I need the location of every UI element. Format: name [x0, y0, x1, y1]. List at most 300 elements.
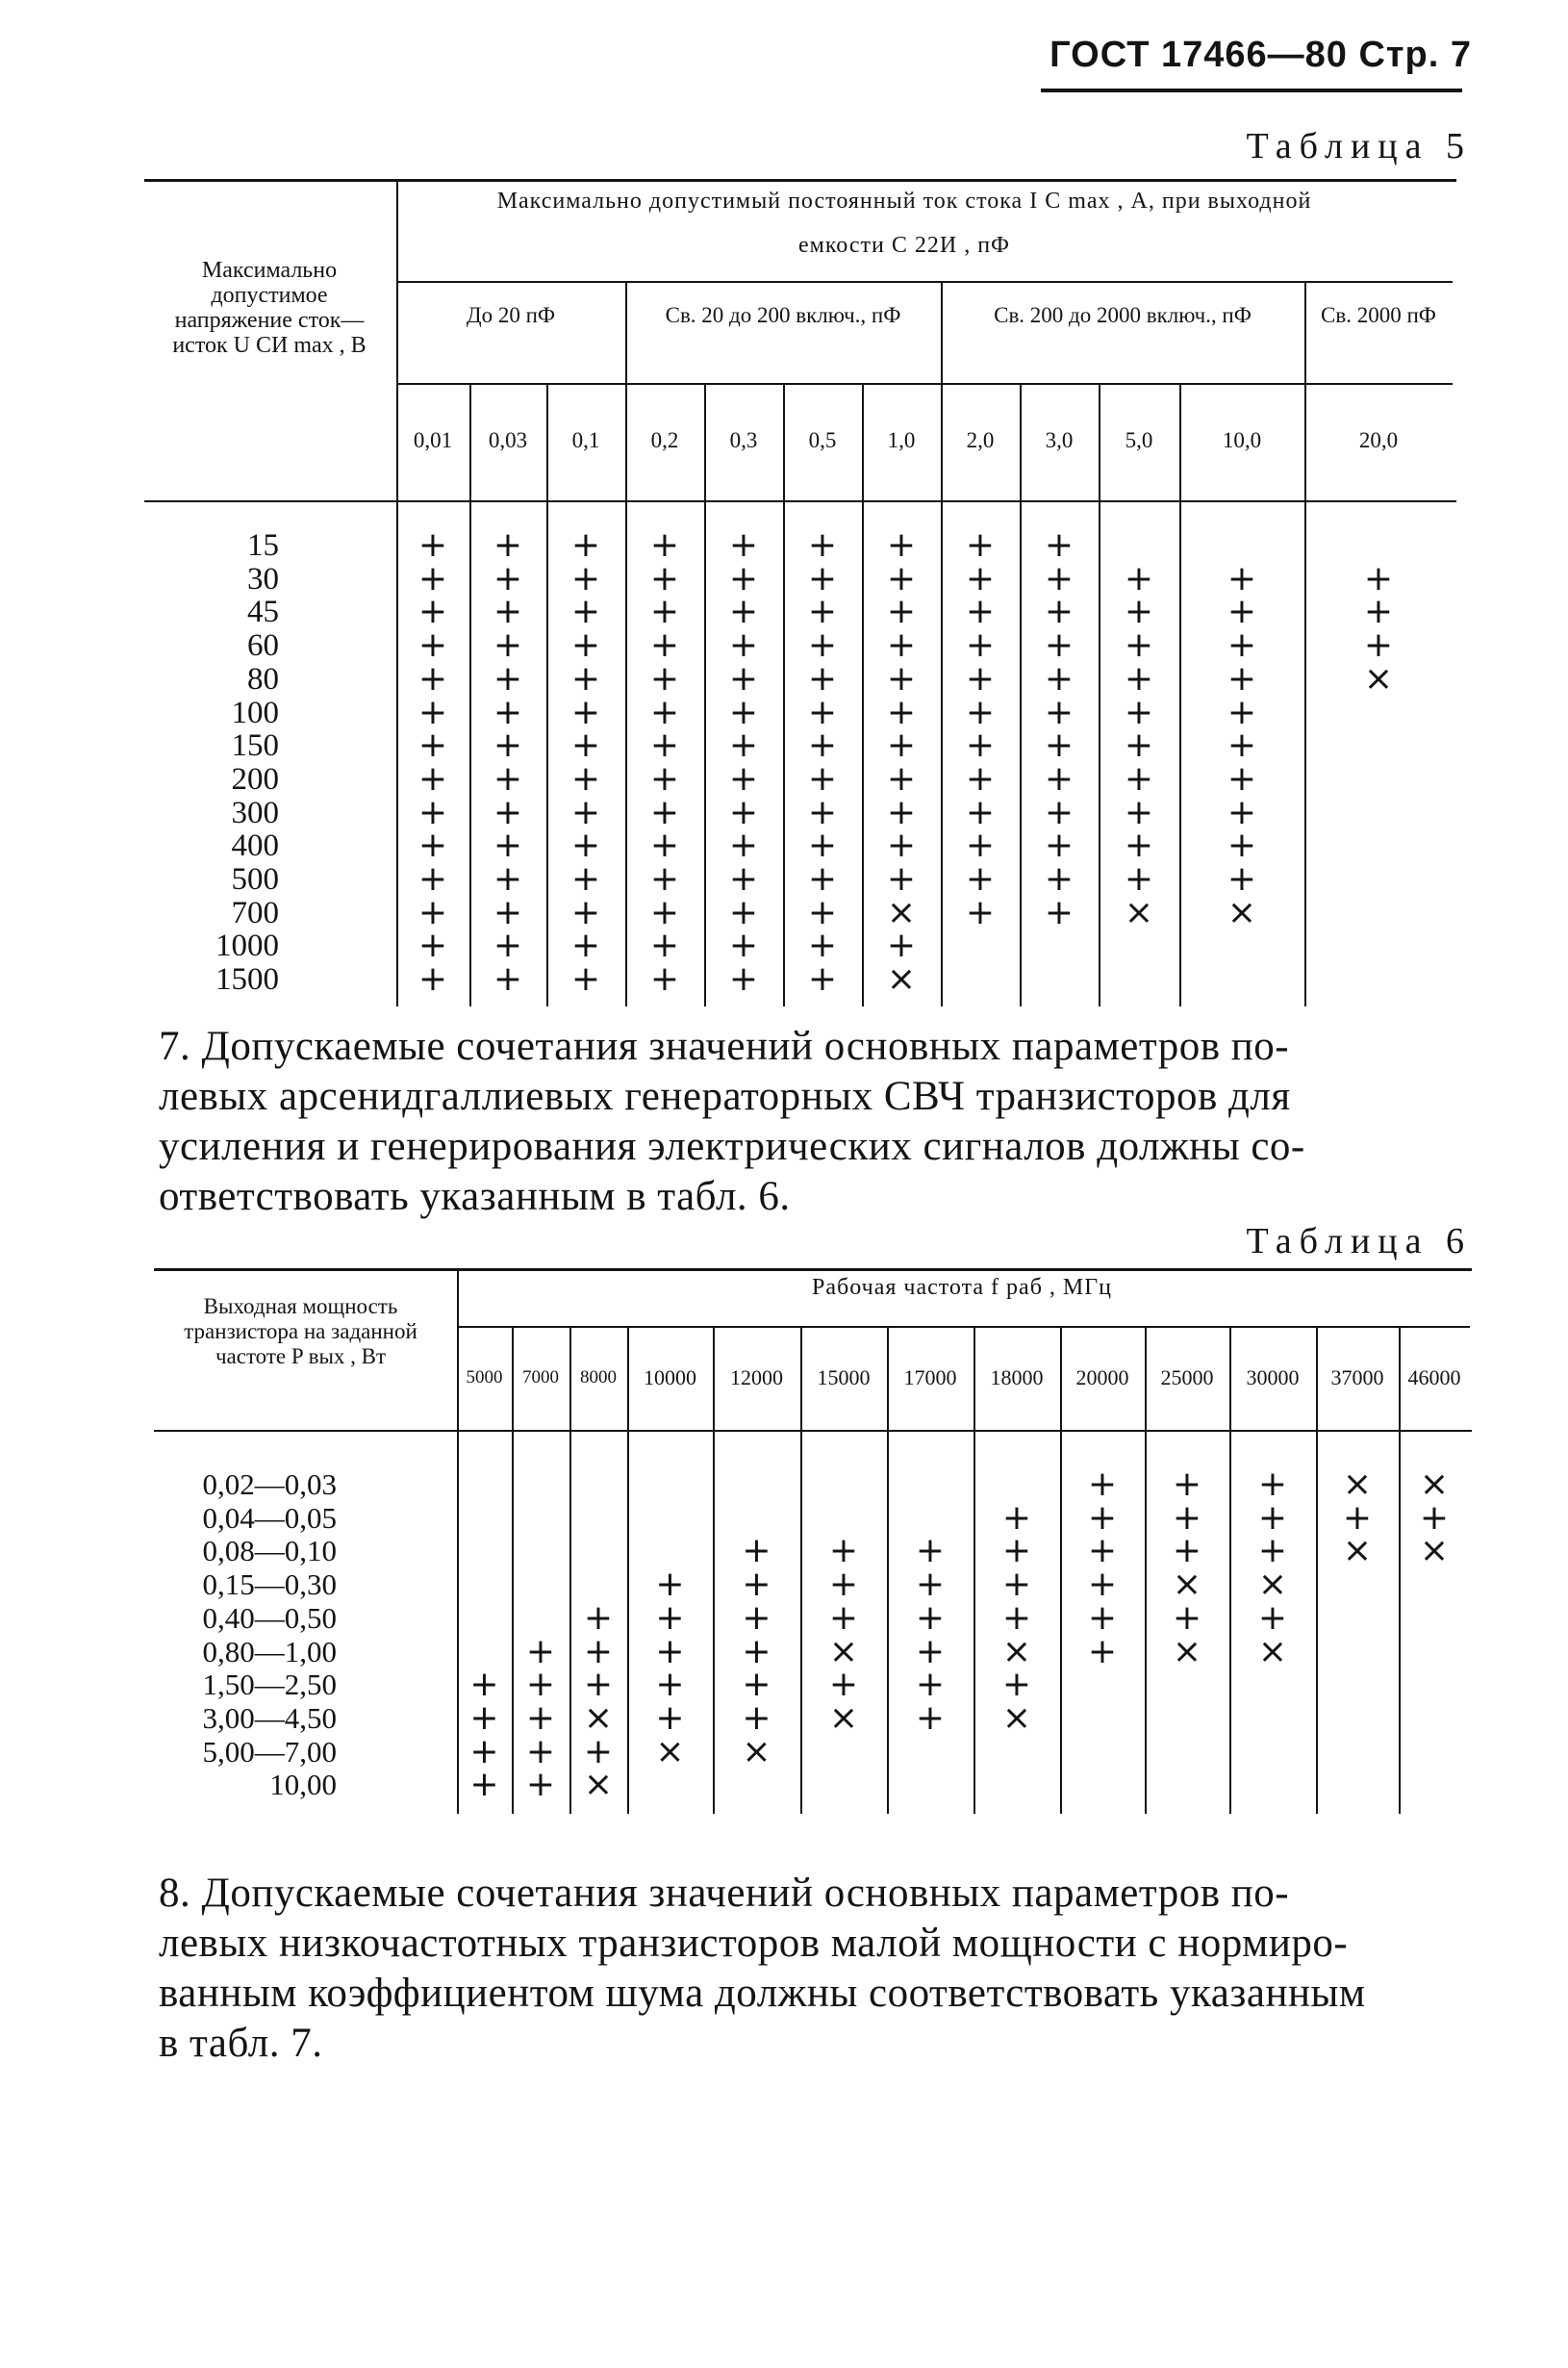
table6-column-header: 46000 [1407, 1365, 1461, 1389]
paragraph-7 [159, 1022, 1472, 1222]
plus-mark: + [1001, 1497, 1032, 1538]
plus-mark: + [742, 1631, 771, 1671]
table6-row-label: 1,50—2,50 [202, 1668, 337, 1702]
plus-mark: + [417, 625, 448, 666]
plus-mark: + [469, 1665, 499, 1705]
plus-mark: + [1044, 658, 1075, 699]
plus-mark: + [965, 558, 996, 598]
plus-mark: + [655, 1565, 685, 1605]
plus-mark: + [1124, 558, 1154, 598]
plus-mark: + [649, 758, 680, 799]
plus-mark: + [886, 926, 917, 966]
table5-row-label: 400 [231, 828, 279, 864]
plus-mark: + [807, 726, 838, 766]
table6-column-header: 12000 [730, 1365, 783, 1389]
table5-stub-header: Максимально допустимое напряжение сток—исток U СИ max , В [172, 258, 367, 358]
cross-mark: × [1227, 892, 1257, 932]
plus-mark: + [965, 625, 996, 666]
table5-column-header: 0,01 [413, 428, 453, 452]
table6-rule [627, 1326, 629, 1814]
table6-column-header: 17000 [903, 1365, 957, 1389]
plus-mark: + [1044, 792, 1075, 832]
plus-mark: + [1087, 1565, 1118, 1605]
plus-mark: + [807, 792, 838, 832]
plus-mark: + [807, 692, 838, 732]
plus-mark: + [1044, 692, 1075, 732]
plus-mark: + [493, 625, 523, 666]
plus-mark: + [965, 758, 996, 799]
cross-mark: × [1342, 1464, 1373, 1504]
plus-mark: + [469, 1697, 499, 1738]
plus-mark: + [1087, 1464, 1118, 1504]
plus-mark: + [417, 525, 448, 565]
table5-column-header: 0,03 [488, 428, 528, 452]
plus-mark: + [417, 658, 448, 699]
plus-mark: + [649, 692, 680, 732]
paragraph-line: 7. Допускаемые сочетания значений основных параметров по- [159, 1024, 1290, 1069]
plus-mark: + [417, 692, 448, 732]
plus-mark: + [915, 1597, 946, 1638]
plus-mark: + [570, 859, 601, 899]
table6-row-label: 0,04—0,05 [202, 1500, 337, 1535]
cross-mark: × [583, 1765, 614, 1805]
plus-mark: + [742, 1597, 771, 1638]
plus-mark: + [886, 826, 917, 866]
plus-mark: + [1227, 658, 1257, 699]
plus-mark: + [828, 1565, 859, 1605]
plus-mark: + [1044, 859, 1075, 899]
table5-column-header: 0,1 [571, 428, 600, 452]
table6-rule [1145, 1326, 1147, 1814]
paragraph-line: левых низкочастотных транзисторов малой мощности с нормиро- [159, 1921, 1349, 1966]
paragraph-line: в табл. 7. [159, 2021, 323, 2066]
plus-mark: + [1044, 758, 1075, 799]
plus-mark: + [915, 1631, 946, 1671]
plus-mark: + [570, 592, 601, 632]
paragraph-8 [159, 1869, 1472, 2069]
plus-mark: + [525, 1731, 556, 1771]
plus-mark: + [807, 525, 838, 565]
plus-mark: + [1044, 892, 1075, 932]
table6-column-header: 25000 [1160, 1365, 1214, 1389]
plus-mark: + [1001, 1531, 1032, 1571]
plus-mark: + [728, 926, 759, 966]
plus-mark: + [807, 558, 838, 598]
table5-row-label: 30 [247, 561, 279, 597]
plus-mark: + [649, 892, 680, 932]
plus-mark: + [965, 525, 996, 565]
table5-row-label: 150 [231, 728, 279, 764]
plus-mark: + [570, 525, 601, 565]
plus-mark: + [1087, 1531, 1118, 1571]
plus-mark: + [1227, 758, 1257, 799]
plus-mark: + [965, 859, 996, 899]
plus-mark: + [570, 792, 601, 832]
plus-mark: + [742, 1531, 771, 1571]
table5-column-header: 0,5 [808, 428, 837, 452]
paragraph-line: ванным коэффициентом шума должны соответствовать указанным [159, 1971, 1366, 2016]
table6-row-label: 0,40—0,50 [202, 1600, 337, 1635]
plus-mark: + [728, 525, 759, 565]
table6-row-label: 10,00 [269, 1768, 337, 1802]
table5-group-label: Св. 2000 пФ [1321, 303, 1436, 327]
plus-mark: + [728, 625, 759, 666]
plus-mark: + [655, 1697, 685, 1738]
plus-mark: + [1227, 726, 1257, 766]
table5-column-header: 0,2 [650, 428, 679, 452]
table6-rule [887, 1326, 889, 1814]
plus-mark: + [1257, 1464, 1288, 1504]
plus-mark: + [965, 692, 996, 732]
table5-rule [546, 383, 548, 1006]
plus-mark: + [965, 658, 996, 699]
table6-column-header: 15000 [817, 1365, 871, 1389]
plus-mark: + [1363, 592, 1394, 632]
plus-mark: + [493, 525, 523, 565]
plus-mark: + [570, 558, 601, 598]
plus-mark: + [1124, 726, 1154, 766]
table5-row-label: 700 [231, 895, 279, 930]
plus-mark: + [525, 1697, 556, 1738]
table6-column-header: 30000 [1246, 1365, 1300, 1389]
table5-row-label: 200 [231, 761, 279, 797]
plus-mark: + [1001, 1565, 1032, 1605]
plus-mark: + [807, 959, 838, 1000]
table5-row-label: 300 [231, 795, 279, 830]
table5-group-label: Св. 200 до 2000 включ., пФ [994, 303, 1252, 327]
table6-row-label: 3,00—4,50 [202, 1700, 337, 1735]
plus-mark: + [728, 859, 759, 899]
plus-mark: + [886, 792, 917, 832]
plus-mark: + [807, 592, 838, 632]
table5-rule [469, 383, 471, 1006]
plus-mark: + [649, 792, 680, 832]
plus-mark: + [886, 758, 917, 799]
plus-mark: + [965, 592, 996, 632]
cross-mark: × [1363, 658, 1394, 699]
plus-mark: + [649, 826, 680, 866]
plus-mark: + [728, 892, 759, 932]
plus-mark: + [649, 658, 680, 699]
table6-column-header: 20000 [1075, 1365, 1129, 1389]
plus-mark: + [493, 959, 523, 1000]
plus-mark: + [1227, 826, 1257, 866]
plus-mark: + [649, 592, 680, 632]
table5-group-label: Св. 20 до 200 включ., пФ [665, 303, 901, 327]
plus-mark: + [469, 1731, 499, 1771]
plus-mark: + [1001, 1665, 1032, 1705]
plus-mark: + [1227, 792, 1257, 832]
cross-mark: × [1001, 1631, 1032, 1671]
plus-mark: + [1172, 1464, 1202, 1504]
plus-mark: + [493, 792, 523, 832]
plus-mark: + [886, 625, 917, 666]
plus-mark: + [570, 826, 601, 866]
table5-rule [1020, 383, 1022, 1006]
plus-mark: + [915, 1531, 946, 1571]
table6-column-header: 8000 [580, 1367, 617, 1388]
plus-mark: + [417, 558, 448, 598]
plus-mark: + [886, 859, 917, 899]
paragraph-line: ответствовать указанным в табл. 6. [159, 1174, 791, 1219]
table5-rule [862, 383, 864, 1006]
plus-mark: + [1087, 1631, 1118, 1671]
table5-column-header: 20,0 [1358, 428, 1399, 452]
plus-mark: + [493, 926, 523, 966]
plus-mark: + [1257, 1597, 1288, 1638]
table5-row-label: 45 [247, 595, 279, 630]
plus-mark: + [828, 1531, 859, 1571]
plus-mark: + [570, 726, 601, 766]
plus-mark: + [1124, 758, 1154, 799]
plus-mark: + [728, 592, 759, 632]
paragraph-line: левых арсенидгаллиевых генераторных СВЧ транзисторов для [159, 1074, 1291, 1119]
plus-mark: + [728, 558, 759, 598]
plus-mark: + [728, 826, 759, 866]
cross-mark: × [1419, 1464, 1450, 1504]
plus-mark: + [493, 826, 523, 866]
plus-mark: + [583, 1665, 614, 1705]
plus-mark: + [1124, 658, 1154, 699]
plus-mark: + [570, 625, 601, 666]
plus-mark: + [655, 1597, 685, 1638]
page-header: ГОСТ 17466—80 Стр. 7 [1050, 35, 1472, 75]
plus-mark: + [1124, 859, 1154, 899]
plus-mark: + [649, 859, 680, 899]
plus-mark: + [1087, 1497, 1118, 1538]
plus-mark: + [728, 658, 759, 699]
plus-mark: + [1124, 692, 1154, 732]
plus-mark: + [807, 926, 838, 966]
plus-mark: + [1363, 558, 1394, 598]
table6-rule [1316, 1326, 1318, 1814]
cross-mark: × [655, 1731, 685, 1771]
plus-mark: + [1001, 1597, 1032, 1638]
table5-column-header: 3,0 [1045, 428, 1074, 452]
plus-mark: + [742, 1565, 771, 1605]
cross-mark: × [1172, 1565, 1202, 1605]
plus-mark: + [570, 758, 601, 799]
table5-rule [783, 383, 785, 1006]
table5-row-label: 1000 [215, 929, 279, 964]
plus-mark: + [828, 1597, 859, 1638]
table6-group-header: Рабочая частота f раб , МГц [812, 1275, 1112, 1300]
plus-mark: + [1227, 859, 1257, 899]
plus-mark: + [807, 826, 838, 866]
table6-stub-header: Выходная мощность транзистора на заданной частоте P вых , Вт [184, 1294, 417, 1368]
plus-mark: + [570, 692, 601, 732]
table6-rule [512, 1326, 514, 1814]
cross-mark: × [828, 1697, 859, 1738]
plus-mark: + [1044, 525, 1075, 565]
table6-column-header: 7000 [522, 1367, 559, 1388]
plus-mark: + [807, 658, 838, 699]
plus-mark: + [728, 792, 759, 832]
table5-group-header: Максимально допустимый постоянный ток стока I C max , А, при выходной емкости C 22И , пФ [496, 189, 1312, 258]
plus-mark: + [1227, 692, 1257, 732]
table6-rule [1229, 1326, 1231, 1814]
plus-mark: + [1227, 592, 1257, 632]
paragraph-line: усиления и генерирования электрических сигналов должны со- [159, 1124, 1305, 1169]
header-rule [1041, 89, 1462, 92]
plus-mark: + [1044, 625, 1075, 666]
plus-mark: + [493, 592, 523, 632]
plus-mark: + [417, 592, 448, 632]
table5-rule [1099, 383, 1100, 1006]
table5-column-header: 1,0 [887, 428, 916, 452]
plus-mark: + [1257, 1497, 1288, 1538]
plus-mark: + [417, 792, 448, 832]
table5-rule [704, 383, 706, 1006]
table5-rule [396, 281, 1453, 283]
plus-mark: + [886, 726, 917, 766]
plus-mark: + [1172, 1531, 1202, 1571]
plus-mark: + [742, 1697, 771, 1738]
table5-rule [144, 500, 1456, 502]
table6-row-label: 0,02—0,03 [202, 1467, 337, 1501]
plus-mark: + [649, 726, 680, 766]
plus-mark: + [728, 758, 759, 799]
plus-mark: + [886, 525, 917, 565]
table6-row-label: 5,00—7,00 [202, 1734, 337, 1769]
cross-mark: × [886, 892, 917, 932]
plus-mark: + [525, 1631, 556, 1671]
table5-rule [1304, 281, 1306, 1006]
plus-mark: + [965, 892, 996, 932]
table6-column-header: 18000 [990, 1365, 1044, 1389]
table5-rule [625, 281, 627, 1006]
plus-mark: + [655, 1631, 685, 1671]
plus-mark: + [915, 1697, 946, 1738]
plus-mark: + [965, 792, 996, 832]
table5-caption: Таблица 5 [1246, 126, 1472, 166]
plus-mark: + [1124, 792, 1154, 832]
plus-mark: + [1363, 625, 1394, 666]
plus-mark: + [583, 1597, 614, 1638]
plus-mark: + [807, 859, 838, 899]
plus-mark: + [728, 959, 759, 1000]
plus-mark: + [583, 1631, 614, 1671]
plus-mark: + [807, 892, 838, 932]
table6-column-header: 10000 [644, 1365, 696, 1389]
table5-row-label: 15 [247, 528, 279, 563]
plus-mark: + [493, 692, 523, 732]
cross-mark: × [828, 1631, 859, 1671]
plus-mark: + [493, 892, 523, 932]
table6-column-header: 5000 [466, 1367, 503, 1388]
table5-column-header: 0,3 [729, 428, 758, 452]
plus-mark: + [965, 726, 996, 766]
table5-row-label: 80 [247, 661, 279, 697]
cross-mark: × [886, 959, 917, 1000]
table6-rule [1060, 1326, 1062, 1814]
plus-mark: + [1172, 1597, 1202, 1638]
plus-mark: + [493, 558, 523, 598]
plus-mark: + [886, 692, 917, 732]
table6-rule [457, 1326, 1470, 1328]
table5-column-header: 5,0 [1125, 428, 1153, 452]
plus-mark: + [742, 1665, 771, 1705]
plus-mark: + [417, 758, 448, 799]
plus-mark: + [807, 758, 838, 799]
plus-mark: + [1087, 1597, 1118, 1638]
plus-mark: + [417, 959, 448, 1000]
table6-rule [154, 1430, 1472, 1432]
plus-mark: + [649, 959, 680, 1000]
table6-rule [800, 1326, 802, 1814]
plus-mark: + [1044, 826, 1075, 866]
plus-mark: + [807, 625, 838, 666]
table5-row-label: 60 [247, 628, 279, 664]
cross-mark: × [1419, 1531, 1450, 1571]
plus-mark: + [417, 892, 448, 932]
plus-mark: + [1257, 1531, 1288, 1571]
cross-mark: × [1124, 892, 1154, 932]
table5-row-label: 500 [231, 862, 279, 897]
plus-mark: + [525, 1765, 556, 1805]
plus-mark: + [728, 726, 759, 766]
table6-rule [713, 1326, 715, 1814]
plus-mark: + [886, 558, 917, 598]
table5-column-header: 2,0 [966, 428, 995, 452]
plus-mark: + [493, 859, 523, 899]
plus-mark: + [469, 1765, 499, 1805]
plus-mark: + [493, 658, 523, 699]
plus-mark: + [1124, 826, 1154, 866]
plus-mark: + [728, 692, 759, 732]
plus-mark: + [1342, 1497, 1373, 1538]
table5-group-label: До 20 пФ [466, 303, 556, 327]
plus-mark: + [570, 892, 601, 932]
table6-row-label: 0,15—0,30 [202, 1567, 337, 1602]
table5-rule [941, 281, 943, 1006]
table6-rule [457, 1268, 459, 1814]
plus-mark: + [915, 1665, 946, 1705]
plus-mark: + [1044, 726, 1075, 766]
plus-mark: + [417, 726, 448, 766]
cross-mark: × [1342, 1531, 1373, 1571]
plus-mark: + [525, 1665, 556, 1705]
cross-mark: × [1001, 1697, 1032, 1738]
paragraph-line: 8. Допускаемые сочетания значений основных параметров по- [159, 1871, 1290, 1916]
plus-mark: + [886, 658, 917, 699]
table6-rule [569, 1326, 571, 1814]
plus-mark: + [570, 959, 601, 1000]
plus-mark: + [1227, 625, 1257, 666]
table6-row-label: 0,08—0,10 [202, 1534, 337, 1568]
table5-row-label: 100 [231, 695, 279, 730]
cross-mark: × [1257, 1565, 1288, 1605]
plus-mark: + [886, 592, 917, 632]
plus-mark: + [649, 625, 680, 666]
plus-mark: + [570, 658, 601, 699]
plus-mark: + [649, 558, 680, 598]
table6-caption: Таблица 6 [1246, 1221, 1472, 1261]
table6-rule [1399, 1326, 1401, 1814]
plus-mark: + [493, 726, 523, 766]
plus-mark: + [649, 525, 680, 565]
plus-mark: + [417, 826, 448, 866]
plus-mark: + [570, 926, 601, 966]
plus-mark: + [655, 1665, 685, 1705]
table6-rule [974, 1326, 975, 1814]
plus-mark: + [1044, 592, 1075, 632]
plus-mark: + [649, 926, 680, 966]
plus-mark: + [417, 859, 448, 899]
table5-column-header: 10,0 [1222, 428, 1262, 452]
cross-mark: × [1257, 1631, 1288, 1671]
plus-mark: + [1227, 558, 1257, 598]
